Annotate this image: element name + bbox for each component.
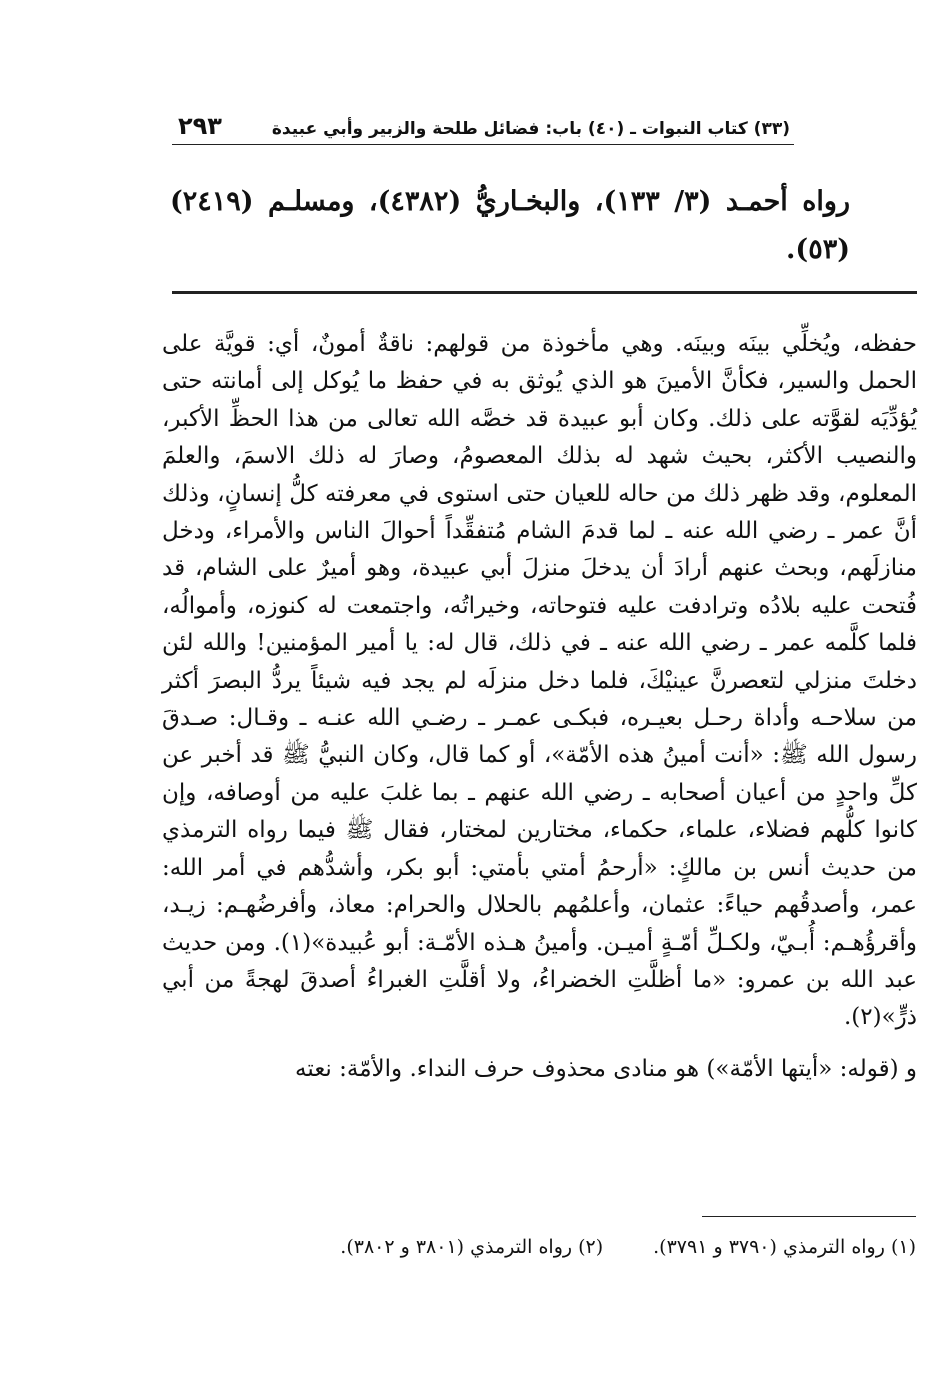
chapter-title: (٣٣) كتاب النبوات ـ (٤٠) باب: فضائل طلحة والزبير وأبي عبيدة <box>271 119 790 139</box>
footnotes <box>230 1232 916 1262</box>
hadith-reference <box>170 178 850 274</box>
commentary-paragraph: و (قوله: «أيتها الأمّة») هو منادى محذوف حرف النداء. والأمّة: نعته <box>295 1055 917 1082</box>
header-rule <box>172 144 794 145</box>
page-number: ٢٩٣ <box>178 112 222 140</box>
commentary-paragraph: حفظه، ويُخلِّي بينَه وبينَه. وهي مأخوذة من قولهم: ناقةٌ أمونٌ، أي: قويَّة على الحمل والسير، فكأنَّ الأمينَ هو الذي يُوثق به في حفظ ما يُوكل إلى أمانته حتى يُؤدِّيَه لقوَّته على ذلك. وكان أبو عبيدة قد خصَّه الله تعالى من هذا الحظِّ الأكبر، والنصيب الأكثر، بحيث شهد له بذلك المعصومُ، وصارَ له ذلك الاسمَ، والعلمَ المعلوم، وقد ظهر ذلك من حاله للعيان حتى استوى في معرفته كلُّ إنسانٍ، وذلك أنَّ عمر ـ رضي الله عنه ـ لما قدمَ الشام مُتفقِّداً أحوالَ الناس والأمراء، ودخل منازلَهم، وبحث عنهم أرادَ أن يدخلَ منزلَ أبي عبيدة، وهو أميرٌ على الشام، قد فُتحت عليه بلادُه وترادفت عليه فتوحاته، وخيراتُه، واجتمعت له كنوزه، وأموالُه، فلما كلَّمه عمر ـ رضي الله عنه ـ في ذلك، قال له: يا أمير المؤمنين! والله لئن دخلتَ منزلي لتعصرنَّ عينيْكَ، فلما دخل منزلَه لم يجد فيه شيئاً يردُّ البصرَ أكثر من سلاحـه وأداة رحـل بعيـره، فبكـى عمـر ـ رضـي الله عنـه ـ وقـال: صـدقَ رسول الله ﷺ: «أنت أمينُ هذه الأمّة»، أو كما قال، وكان النبيُّ ﷺ قد أخبر عن كلِّ واحدٍ من أعيان أصحابه ـ رضي الله عنهم ـ بما غلبَ عليه من أوصافه، وإن كانوا كلُّهم فضلاء، علماء، حكماء، مختارين لمختار، فقال ﷺ فيما رواه الترمذي من حديث أنس بن مالكٍ: «أرحمُ أمتي بأمتي: أبو بكر، وأشدُّهم في أمر الله: عمر، وأصدقُهم حياءً: عثمان، وأعلمُهم بالحلال والحرام: معاذ، وأفرضُهـم: زيـد، وأقرؤُهـم: أُبـيّ، ولكـلِّ أمّـةٍ أميـن. وأمينُ هـذه الأمّـة: أبو عُبيدة»(١). ومن حديث عبد الله بن عمرو: «ما أظلَّتِ الخضراءُ، ولا أقلَّتِ الغبراءُ أصدقَ لهجةً من أبي ذرٍّ»(٢). <box>162 331 918 1031</box>
footnote-rule <box>702 1216 916 1217</box>
footnote-2: (٢) رواه الترمذي (٣٨٠١ و ٣٨٠٢). <box>340 1236 604 1258</box>
commentary-body <box>162 326 917 1088</box>
footnote-1: (١) رواه الترمذي (٣٧٩٠ و ٣٧٩١). <box>653 1236 916 1258</box>
section-divider <box>172 291 917 294</box>
hadith-reference-text: رواه أحمـد (٣/ ١٣٣)، والبخـاريُّ (٤٣٨٢)، ومسلـم (٢٤١٩) (٥٣). <box>170 186 850 265</box>
running-header <box>178 112 790 142</box>
